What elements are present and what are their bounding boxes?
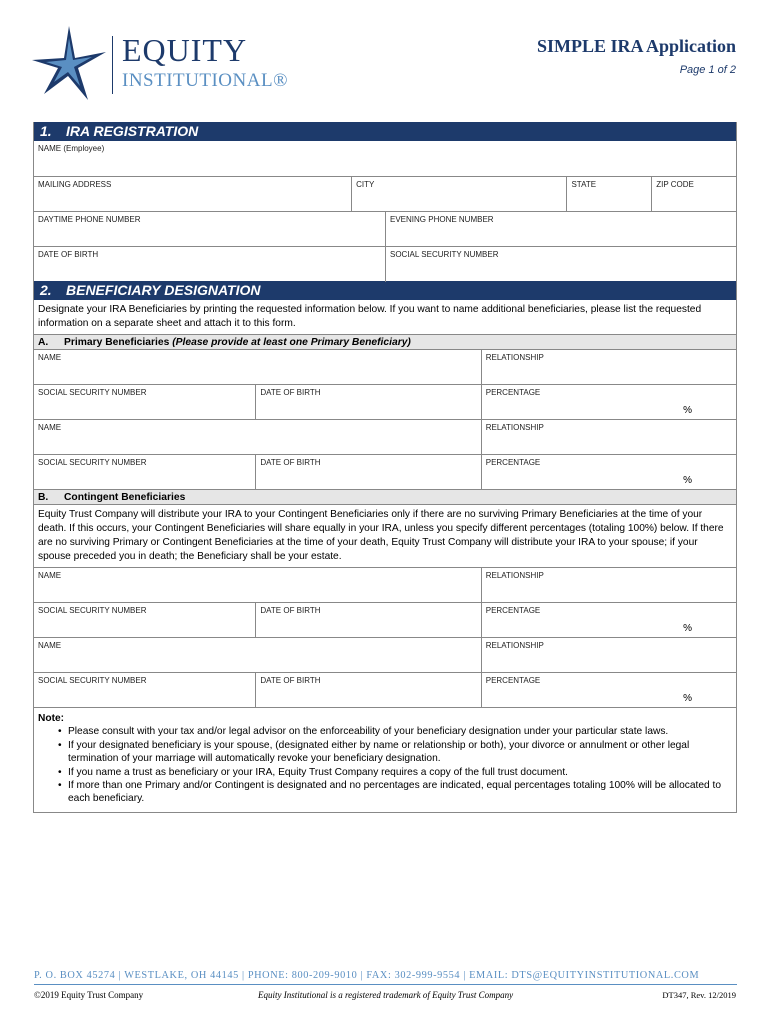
section-1-number: 1. [40,123,52,139]
dob-ssn-row [34,246,736,281]
state-field[interactable] [566,177,651,212]
contingent-1-name-row [34,567,736,602]
contingent-2-relationship-field[interactable] [481,638,736,673]
zip-code-field[interactable] [651,177,736,212]
note-item: • Please consult with your tax and/or legal advisor on the enforceability of your beneficiary designation under your particular state laws. [58,725,728,738]
evening-phone-label: EVENING PHONE NUMBER [390,215,494,224]
primary-1-name-field[interactable] [34,350,481,385]
logo-text-institutional: INSTITUTIONAL® [122,70,289,91]
percentage-label: PERCENTAGE [485,388,541,397]
section-1-title: IRA REGISTRATION [66,123,199,139]
primary-1-name-row [34,349,736,384]
mailing-address-field[interactable] [34,177,351,212]
date-of-birth-label: DATE OF BIRTH [38,250,99,259]
ssn-label: SOCIAL SECURITY NUMBER [38,606,147,615]
phone-row [34,211,736,246]
primary-beneficiaries-header [34,334,736,349]
contingent-2-dob-field[interactable] [255,673,480,708]
relationship-label: RELATIONSHIP [485,571,544,580]
state-label: STATE [571,180,597,189]
contingent-1-details-row [34,602,736,637]
note-item: • If your designated beneficiary is your spouse, (designated either by name or relationship or both), your divorce or annulment or other legal termination of your marriage will automatically revoke your beneficiary designation. [58,739,728,766]
note-block [34,707,736,812]
name-label: NAME [38,571,62,580]
percent-sign: % [683,693,692,704]
section-2-number: 2. [40,282,52,298]
primary-note: (Please provide at least one Primary Beneficiary) [172,337,411,348]
contingent-2-percentage-field[interactable] [481,673,736,708]
ssn-label: SOCIAL SECURITY NUMBER [38,388,147,397]
daytime-phone-field[interactable] [34,212,385,247]
footer-contact-info: P. O. BOX 45274 | WESTLAKE, OH 44145 | PHONE: 800-209-9010 | FAX: 302-999-9554 | EMAIL: DTS@EQUITYINSTITUTIONAL.COM [34,970,700,981]
beneficiary-intro: Designate your IRA Beneficiaries by printing the requested information below. If you want to name additional beneficiaries, please list the requested information on a separate sheet and attach it to this form. [38,304,702,329]
page-number: Page 1 of 2 [679,64,736,76]
note-item: • If more than one Primary and/or Contingent is designated and no percentages are indicated, equal percentages totaling 100% will be allocated to each beneficiary. [58,779,728,806]
contingent-1-percentage-field[interactable] [481,603,736,638]
primary-2-name-row [34,419,736,454]
dob-label: DATE OF BIRTH [260,458,321,467]
evening-phone-field[interactable] [385,212,736,247]
contingent-2-name-field[interactable] [34,638,481,673]
city-field[interactable] [351,177,566,212]
primary-title: Primary Beneficiaries [64,337,170,348]
date-of-birth-field[interactable] [34,247,385,282]
ssn-label: SOCIAL SECURITY NUMBER [38,458,147,467]
contingent-2-ssn-field[interactable] [34,673,255,708]
address-row [34,176,736,211]
name-label: NAME [38,353,62,362]
primary-2-name-field[interactable] [34,420,481,455]
relationship-label: RELATIONSHIP [485,423,544,432]
application-form [33,122,737,813]
primary-2-relationship-field[interactable] [481,420,736,455]
mailing-address-label: MAILING ADDRESS [38,180,112,189]
relationship-label: RELATIONSHIP [485,641,544,650]
contingent-title: Contingent Beneficiaries [64,492,186,503]
percent-sign: % [683,405,692,416]
primary-2-ssn-field[interactable] [34,455,255,490]
contingent-beneficiaries-header [34,489,736,504]
employee-name-label: NAME (Employee) [38,144,105,153]
zip-code-label: ZIP CODE [656,180,694,189]
ssn-label: SOCIAL SECURITY NUMBER [390,250,499,259]
contingent-description: Equity Trust Company will distribute your IRA to your Contingent Beneficiaries only if there are no surviving Primary Beneficiaries at the time of your death. If this occurs, your Contingent Beneficiaries will share equally in your IRA, unless you specify different percentages (totaling 100%) below. If there are no surviving Primary or Contingent Beneficiaries at the time of your death, Equity Trust Company will distribute your IRA to your spouse; if your spouse preceded you in death; the Beneficiary shall be your estate. [34,504,736,567]
note-list [38,725,728,805]
section-2-title: BENEFICIARY DESIGNATION [66,282,261,298]
dob-label: DATE OF BIRTH [260,388,321,397]
dob-label: DATE OF BIRTH [260,606,321,615]
contingent-1-ssn-field[interactable] [34,603,255,638]
percentage-label: PERCENTAGE [485,458,541,467]
percentage-label: PERCENTAGE [485,676,541,685]
footer-trademark: Equity Institutional is a registered trademark of Equity Trust Company [258,990,514,1000]
footer-revision: DT347, Rev. 12/2019 [662,990,736,1000]
ssn-field[interactable] [385,247,736,282]
primary-1-details-row [34,384,736,419]
percent-sign: % [683,623,692,634]
logo-divider [112,36,113,94]
dob-label: DATE OF BIRTH [260,676,321,685]
section-2-header [34,281,736,300]
primary-2-dob-field[interactable] [255,455,480,490]
employee-name-row [34,141,736,176]
footer-copyright: ©2019 Equity Trust Company [34,990,144,1000]
document-title: SIMPLE IRA Application [536,36,736,56]
primary-2-percentage-field[interactable] [481,455,736,490]
equity-institutional-logo [30,24,289,104]
primary-2-details-row [34,454,736,489]
name-label: NAME [38,641,62,650]
primary-1-relationship-field[interactable] [481,350,736,385]
contingent-1-dob-field[interactable] [255,603,480,638]
section-1-header [34,122,736,141]
employee-name-field[interactable] [34,141,736,176]
star-logo-icon [30,24,108,104]
percentage-label: PERCENTAGE [485,606,541,615]
note-item: • If you name a trust as beneficiary or your IRA, Equity Trust Company requires a copy of the full trust document. [58,766,728,779]
city-label: CITY [356,180,375,189]
contingent-2-details-row [34,672,736,707]
percent-sign: % [683,475,692,486]
primary-1-ssn-field[interactable] [34,385,255,420]
ssn-label: SOCIAL SECURITY NUMBER [38,676,147,685]
primary-1-dob-field[interactable] [255,385,480,420]
relationship-label: RELATIONSHIP [485,353,544,362]
logo-text-equity: EQUITY [122,32,248,68]
name-label: NAME [38,423,62,432]
primary-letter: A. [38,337,49,348]
primary-1-percentage-field[interactable] [481,385,736,420]
contingent-letter: B. [38,492,49,503]
footer-divider [34,984,737,985]
contingent-2-name-row [34,637,736,672]
contingent-1-name-field[interactable] [34,568,481,603]
contingent-1-relationship-field[interactable] [481,568,736,603]
note-title: Note: [38,713,65,724]
daytime-phone-label: DAYTIME PHONE NUMBER [38,215,141,224]
